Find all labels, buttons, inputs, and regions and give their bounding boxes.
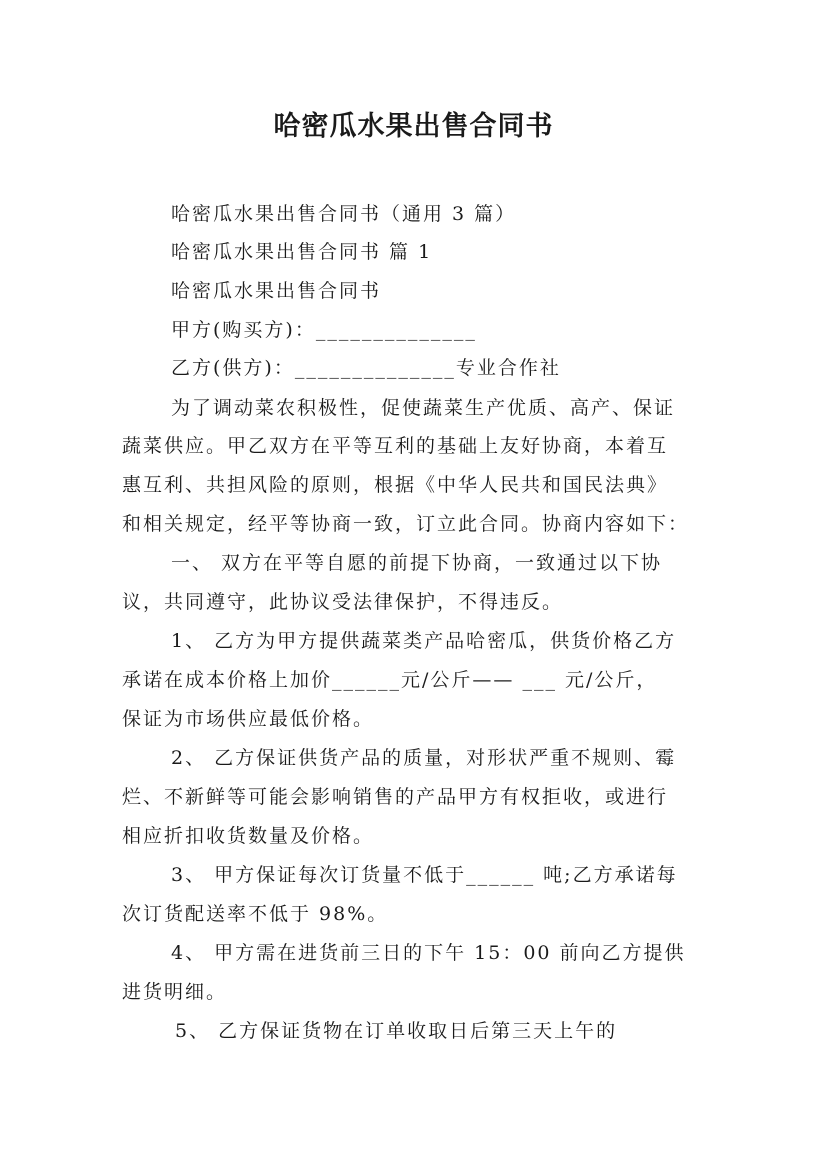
clause-line: 1、 乙方为甲方提供蔬菜类产品哈密瓜，供货价格乙方	[171, 630, 677, 652]
clause-line: 一、 双方在平等自愿的前提下协商，一致通过以下协	[171, 552, 663, 574]
party-a-line: 甲方(购买方)：______________	[171, 319, 477, 341]
clause-line: 3、 甲方保证每次订货量不低于______ 吨;乙方承诺每	[171, 864, 678, 886]
party-b-line: 乙方(供方)：______________专业合作社	[171, 357, 561, 379]
paragraph-line: 为了调动菜农积极性，促使蔬菜生产优质、高产、保证	[171, 397, 676, 419]
clause-line: 议，共同遵守，此协议受法律保护，不得违反。	[122, 591, 564, 613]
clause-line: 保证为市场供应最低价格。	[122, 708, 375, 730]
intro-line-1: 哈密瓜水果出售合同书（通用 3 篇）	[171, 203, 517, 225]
clause-line: 相应折扣收货数量及价格。	[122, 825, 375, 847]
clause-line: 5、 乙方保证货物在订单收取日后第三天上午的	[175, 1020, 618, 1042]
paragraph-line: 惠互利、共担风险的原则，根据《中华人民共和国民法典》	[122, 474, 669, 496]
document-title: 哈密瓜水果出售合同书	[273, 111, 554, 142]
clause-line: 承诺在成本价格上加价______元/公斤—— ___ 元/公斤，	[122, 669, 658, 691]
intro-line-2: 哈密瓜水果出售合同书 篇 1	[171, 241, 433, 263]
clause-line: 2、 乙方保证供货产品的质量，对形状严重不规则、霉	[171, 747, 677, 769]
paragraph-line: 蔬菜供应。甲乙双方在平等互利的基础上友好协商，本着互	[122, 435, 669, 457]
paragraph-line: 和相关规定，经平等协商一致，订立此合同。协商内容如下：	[122, 513, 690, 535]
intro-line-3: 哈密瓜水果出售合同书	[171, 280, 382, 302]
clause-line: 烂、不新鲜等可能会影响销售的产品甲方有权拒收，或进行	[122, 786, 669, 808]
clause-line: 4、 甲方需在进货前三日的下午 15：00 前向乙方提供	[171, 942, 686, 964]
clause-line: 进货明细。	[122, 981, 228, 1003]
clause-line: 次订货配送率不低于 98%。	[122, 903, 389, 925]
